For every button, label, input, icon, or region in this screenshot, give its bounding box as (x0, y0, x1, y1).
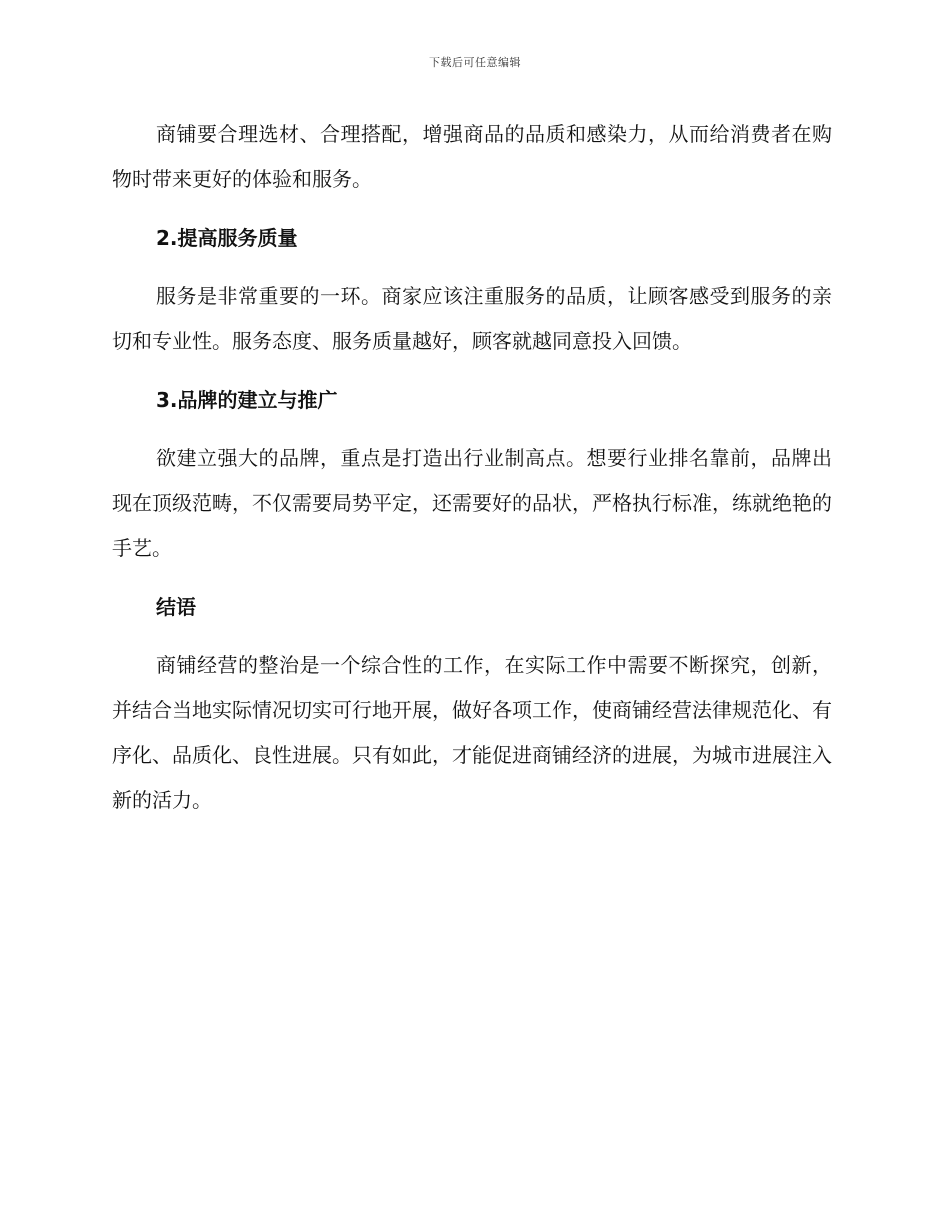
paragraph-materials: 商铺要合理选材、合理搭配，增强商品的品质和感染力，从而给消费者在购物时带来更好的体验和服务。 (112, 122, 832, 191)
paragraph-service: 服务是非常重要的一环。商家应该注重服务的品质，让顾客感受到服务的亲切和专业性。服务态度、服务质量越好，顾客就越同意投入回馈。 (112, 284, 832, 353)
heading-brand: 3.品牌的建立与推广 (156, 388, 338, 412)
heading-service-quality: 2.提高服务质量 (156, 226, 298, 250)
paragraph-brand: 欲建立强大的品牌，重点是打造出行业制高点。想要行业排名靠前，品牌出现在顶级范畴，不仅需要局势平定，还需要好的品状，严格执行标准，练就绝艳的手艺。 (112, 446, 832, 560)
paragraph-conclusion: 商铺经营的整治是一个综合性的工作，在实际工作中需要不断探究，创新，并结合当地实际情况切实可行地开展，做好各项工作，使商铺经营法律规范化、有序化、品质化、良性进展。只有如此，才能促进商铺经济的进展，为城市进展注入新的活力。 (112, 653, 832, 812)
page-header: 下载后可任意编辑 (429, 56, 521, 69)
heading-conclusion: 结语 (156, 595, 196, 619)
document-body (112, 112, 832, 823)
